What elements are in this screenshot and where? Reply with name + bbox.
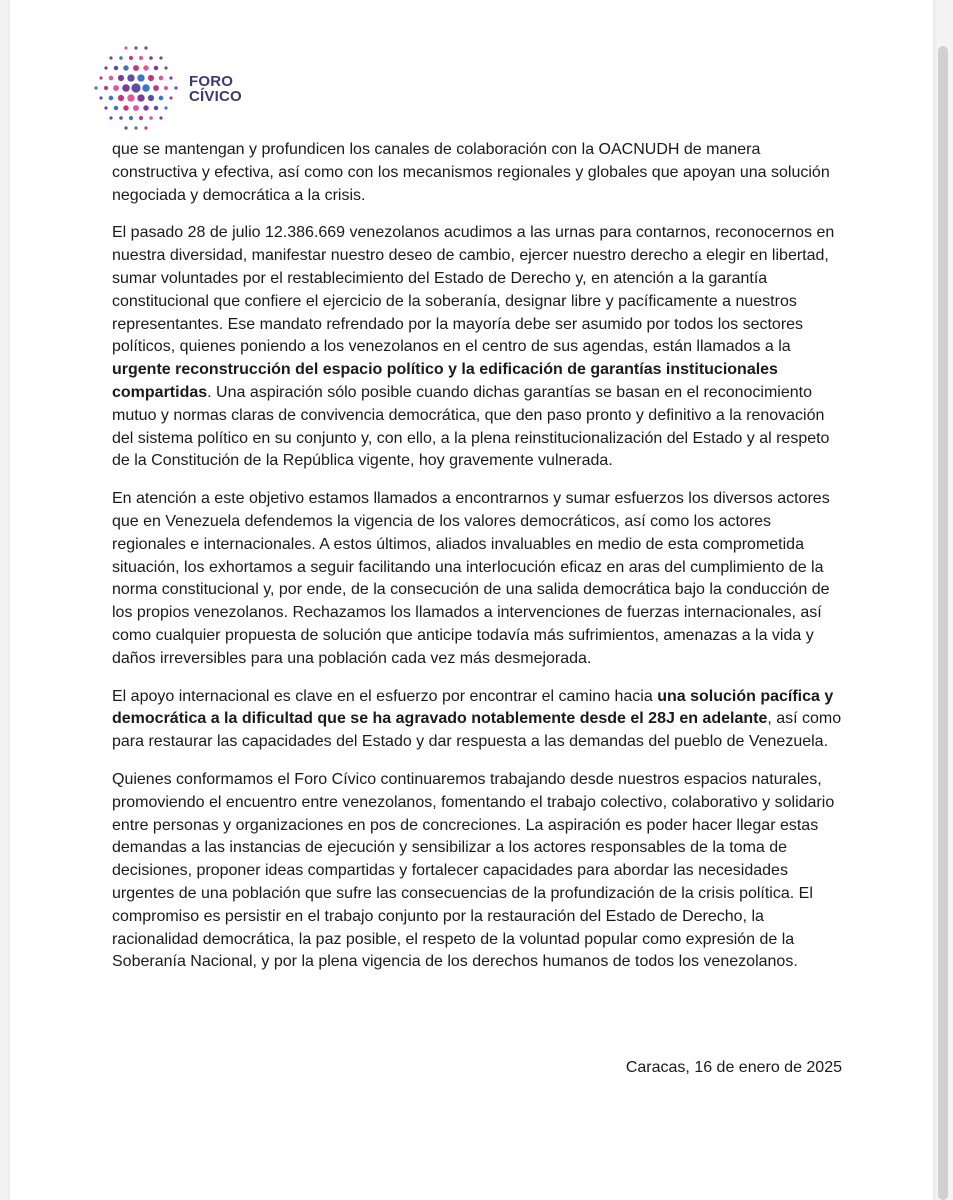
logo-dot — [129, 116, 133, 120]
logo-dot — [134, 46, 137, 49]
logo-dot — [137, 74, 144, 81]
logo-dot — [129, 56, 133, 60]
logo-dot — [104, 86, 108, 90]
logo-dot — [118, 95, 124, 101]
logo-dot — [114, 106, 118, 110]
logo-dot — [139, 56, 143, 60]
logo-dot — [131, 83, 140, 92]
logo-dot — [109, 76, 114, 81]
paragraph-5: Quienes conformamos el Foro Cívico continuaremos trabajando desde nuestros espacios naturales, promoviendo el encuentro entre venezolanos, fomentando el trabajo colectivo, colaborativo y solidario entre personas y organizaciones en pos de concreciones. La aspiración es poder hacer llegar estas demandas a las instancias de ejecución y sensibilizar a los actores responsables de la toma de decisiones, proponer ideas compartidas y fortalecer capacidades para abordar las necesidades urgentes de una población que sufre las consecuencias de la profundización de la crisis política. El compromiso es persistir en el trabajo conjunto por la restauración del Estado de Derecho, la racionalidad democrática, la paz posible, el respeto de la voluntad popular como expresión de la Soberanía Nacional, y por la plena vigencia de los derechos humanos de todos los venezolanos. — [112, 770, 835, 971]
logo-dot — [104, 66, 107, 69]
place-and-date: Caracas, 16 de enero de 2025 — [625, 1059, 842, 1076]
logo-dot — [139, 116, 143, 120]
logo-dot — [133, 65, 139, 71]
logo-dot — [149, 56, 153, 60]
logo-dot — [122, 84, 130, 92]
logo-dot — [118, 75, 124, 81]
logo-dot — [164, 106, 167, 109]
logo-dot — [123, 105, 128, 110]
logo-dot — [137, 94, 144, 101]
scrollbar-thumb[interactable] — [938, 46, 948, 1200]
logo-dot — [133, 105, 139, 111]
logo-dot — [113, 85, 119, 91]
logo-dot — [154, 66, 158, 70]
paragraph-2-text-b: . Una aspiración sólo posible cuando dichas garantías se basan en el reconocimiento mutuo y normas claras de convivencia democrática, que den paso pronto y definitivo a la renovación del sistema político en su conjunto y, con ello, a la plena reinstitucionalización del Estado y al respeto de la Constitución de la República vigente, hoy gravemente vulnerada. — [112, 383, 830, 470]
logo-dot — [174, 86, 177, 89]
logo-dot — [109, 56, 112, 59]
logo-dot — [119, 56, 123, 60]
logo-line-2: CÍVICO — [189, 88, 242, 105]
logo-dot — [99, 76, 102, 79]
logo-dot — [159, 76, 164, 81]
logo-dot — [169, 96, 172, 99]
paragraph-2-bold: urgente reconstrucción del espacio político y la edificación de garantías institucionales compartidas — [112, 361, 778, 401]
logo-dot — [134, 126, 137, 129]
logo-dot — [164, 66, 167, 69]
logo-dot — [144, 126, 147, 129]
paragraph-4-bold: una solución pacífica y democrática a la dificultad que se ha agravado notablemente desde el 28J en adelante — [112, 687, 834, 728]
logo-dot — [94, 86, 97, 89]
paragraph-3: En atención a este objetivo estamos llamados a encontrarnos y sumar esfuerzos los diversos actores que en Venezuela defendemos la vigencia de los valores democráticos, así como los actores regionales e internacionales. A estos últimos, aliados invaluables en medio de esta comprometida situación, los exhortamos a seguir facilitando una interlocución eficaz en aras del cumplimiento de la norma constitucional y, por ende, de la consecución de una salida democrática bajo la conducción de los propios venezolanos. Rechazamos los llamados a intervenciones de fuerzas internacionales, así como cualquier propuesta de solución que anticipe todavía más sufrimientos, amenazas a la vida y daños irreversibles para una población cada vez más desmejorada. — [112, 490, 830, 667]
logo-dot — [164, 86, 168, 90]
logo-dot — [142, 84, 150, 92]
paragraph-2-text-a: El pasado 28 de julio 12.386.669 venezolanos acudimos a las urnas para contarnos, reconocernos en nuestra diversidad, manifestar nuestro deseo de cambio, ejercer nuestro derecho a elegir en libertad, sumar voluntades por el restablecimiento del Estado de Derecho y, en atención a la garantía constitucional que confiere el ejercicio de la soberanía, designar libre y pacíficamente a nuestros representantes. Ese mandato refrendado por la mayoría debe ser asumido por todos los sectores políticos, quienes poniendo a los venezolanos en el centro de sus agendas, están llamados a la — [112, 224, 835, 356]
logo-dot — [144, 46, 147, 49]
logo-dot — [124, 126, 127, 129]
logo-dot — [153, 85, 159, 91]
logo-dot — [143, 105, 148, 110]
logo-line-1: FORO — [189, 73, 234, 90]
logo-dot — [169, 76, 172, 79]
logo-dot — [148, 95, 154, 101]
logo-dot — [159, 116, 162, 119]
paragraph-4 — [112, 686, 847, 754]
logo-dot — [119, 116, 123, 120]
logo-dot — [99, 96, 102, 99]
paragraph-1: que se mantengan y profundicen los canales de colaboración con la OACNUDH de manera constructiva y efectiva, así como con los mecanismos regionales y globales que apoyan una solución negociada y democrática a la crisis. — [112, 141, 830, 204]
logo-wordmark — [189, 74, 242, 104]
logo-dot — [159, 56, 162, 59]
logo-dot — [148, 75, 154, 81]
paragraph-4-text-b: , así como para restaurar las capacidades del Estado y dar respuesta a las demandas del pueblo de Venezuela. — [112, 710, 842, 751]
paragraph-4-text-a: El apoyo internacional es clave en el esfuerzo por encontrar el camino hacia — [112, 687, 658, 705]
logo-dot — [114, 66, 118, 70]
logo-dot — [123, 65, 128, 70]
logo-dot — [109, 116, 112, 119]
logo-dot — [154, 106, 158, 110]
logo-dot — [149, 116, 153, 120]
logo-dot — [127, 94, 134, 101]
logo-dot — [159, 96, 164, 101]
logo-dot — [124, 46, 127, 49]
logo-dot — [143, 65, 148, 70]
logo-dot — [109, 96, 114, 101]
logo-dots-icon — [88, 40, 188, 140]
logo-dot — [127, 74, 134, 81]
logo-dot — [104, 106, 107, 109]
paragraph-2 — [112, 222, 847, 473]
foro-civico-logo — [88, 40, 268, 140]
document-body — [112, 139, 847, 989]
